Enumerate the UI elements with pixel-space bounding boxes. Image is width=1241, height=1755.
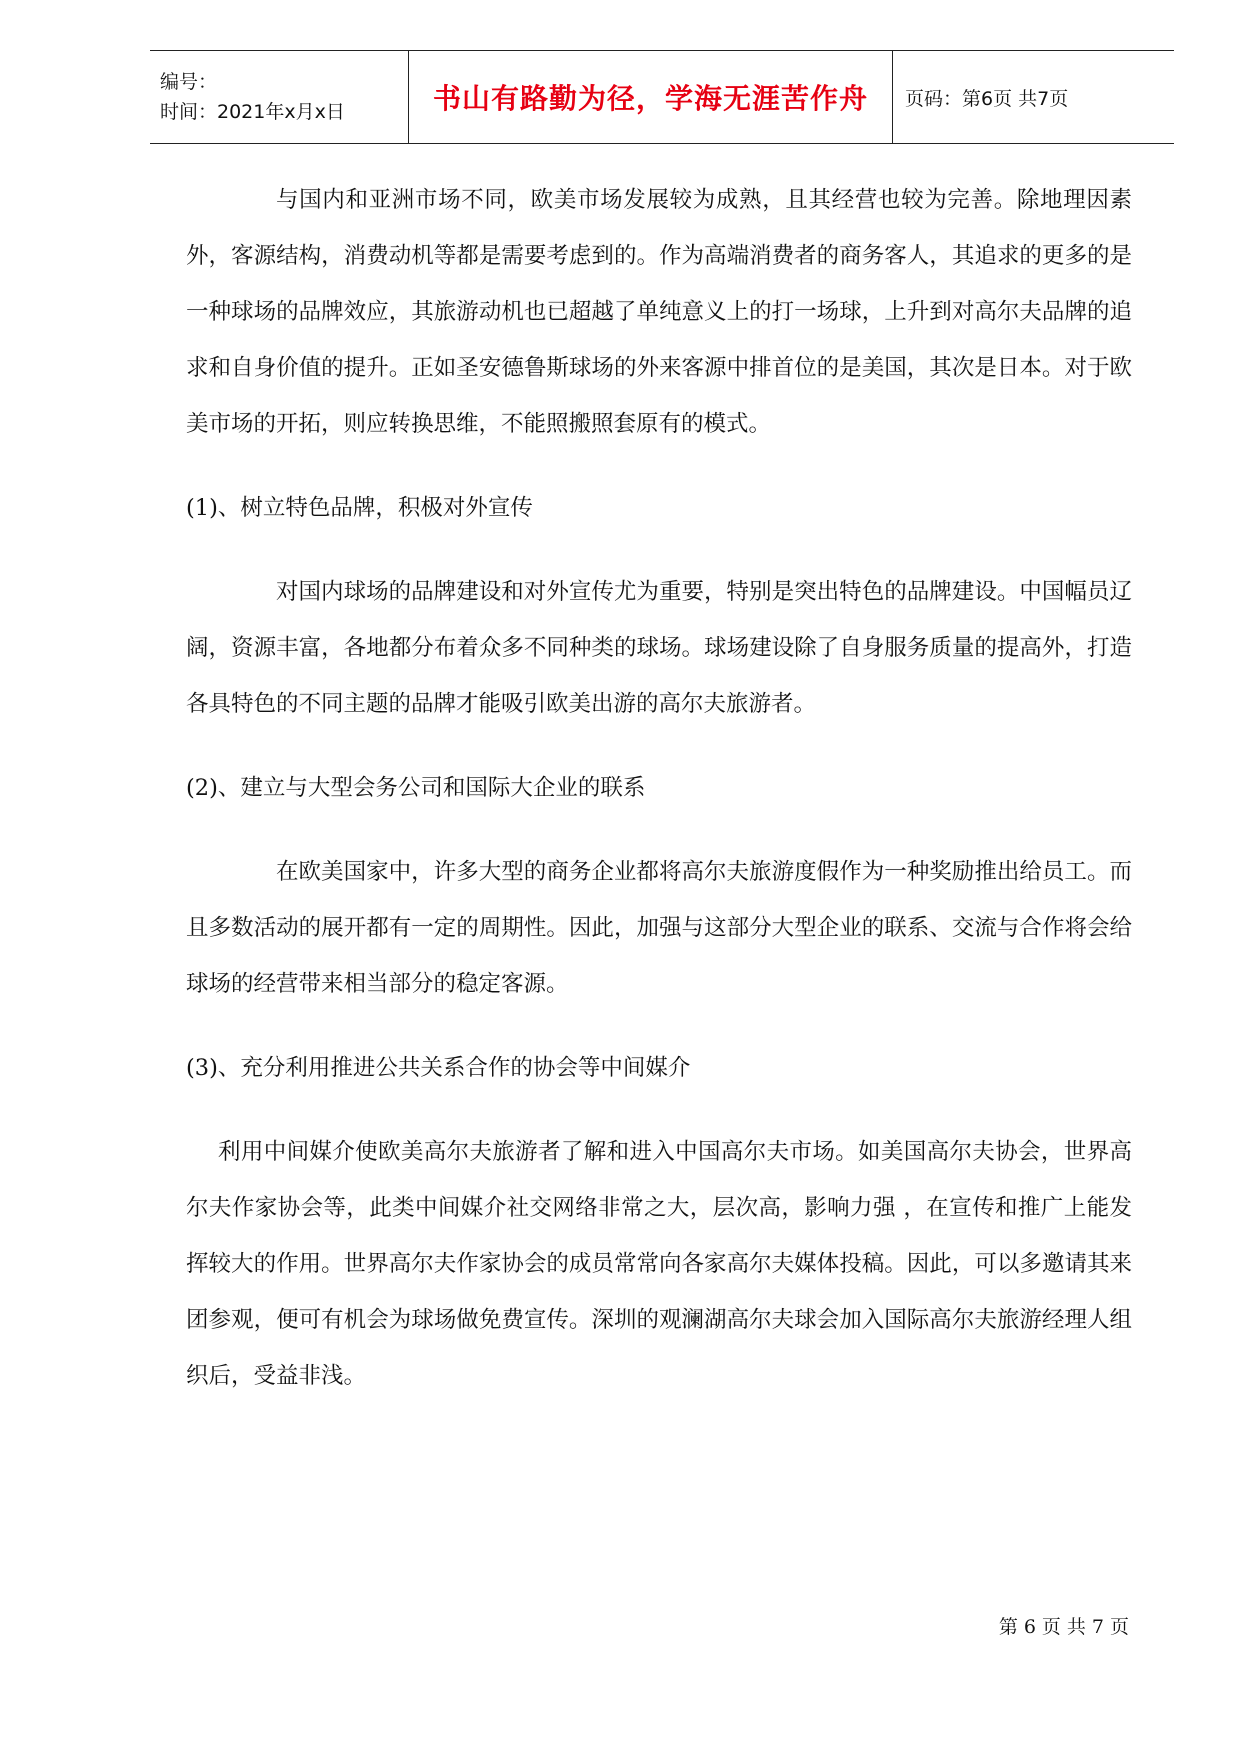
header-page-number: 页码：第6页 共7页: [905, 87, 1069, 110]
document-number-label: 编号：: [160, 71, 218, 93]
header-motto-cell: [409, 51, 893, 143]
document-body: [186, 172, 1132, 1404]
body-paragraph-3: 在欧美国家中，许多大型的商务企业都将高尔夫旅游度假作为一种奖励推出给员工。而且多数活动的展开都有一定的周期性。因此，加强与这部分大型企业的联系、交流与合作将会给球场的经营带来相当部分的稳定客源。: [186, 859, 1132, 997]
body-paragraph-1: 与国内和亚洲市场不同，欧美市场发展较为成熟，且其经营也较为完善。除地理因素外，客源结构，消费动机等都是需要考虑到的。作为高端消费者的商务客人，其追求的更多的是一种球场的品牌效应，其旅游动机也已超越了单纯意义上的打一场球，上升到对高尔夫品牌的追求和自身价值的提升。正如圣安德鲁斯球场的外来客源中排首位的是美国，其次是日本。对于欧美市场的开拓，则应转换思维，不能照搬照套原有的模式。: [186, 187, 1132, 437]
paragraph-gap: [186, 732, 1132, 760]
section-heading-1: (1)、树立特色品牌，积极对外宣传: [186, 495, 533, 521]
paragraph-gap: [186, 452, 1132, 480]
document-time-label: 时间：2021年x月x日: [160, 101, 345, 123]
paragraph-gap: [186, 1096, 1132, 1124]
header-motto: 书山有路勤为径，学海无涯苦作舟: [432, 82, 868, 115]
paragraph-gap: [186, 816, 1132, 844]
header-page-cell: [893, 51, 1174, 143]
paragraph-gap: [186, 536, 1132, 564]
body-paragraph-4: 利用中间媒介使欧美高尔夫旅游者了解和进入中国高尔夫市场。如美国高尔夫协会，世界高尔夫作家协会等，此类中间媒介社交网络非常之大，层次高，影响力强 ，在宣传和推广上能发挥较大的作用。世界高尔夫作家协会的成员常常向各家高尔夫媒体投稿。因此，可以多邀请其来团参观，便可有机会为球场做免费宣传。深圳的观澜湖高尔夫球会加入国际高尔夫旅游经理人组织后，受益非浅。: [186, 1139, 1132, 1389]
body-paragraph-2: 对国内球场的品牌建设和对外宣传尤为重要，特别是突出特色的品牌建设。中国幅员辽阔，资源丰富，各地都分布着众多不同种类的球场。球场建设除了自身服务质量的提高外，打造各具特色的不同主题的品牌才能吸引欧美出游的高尔夫旅游者。: [186, 579, 1132, 717]
section-heading-2: (2)、建立与大型会务公司和国际大企业的联系: [186, 775, 646, 801]
page-footer: 第6页共7页: [998, 1616, 1135, 1638]
header-info-cell: [150, 51, 409, 143]
page-header: [150, 50, 1174, 144]
paragraph-gap: [186, 1012, 1132, 1040]
section-heading-3: (3)、充分利用推进公共关系合作的协会等中间媒介: [186, 1055, 691, 1081]
